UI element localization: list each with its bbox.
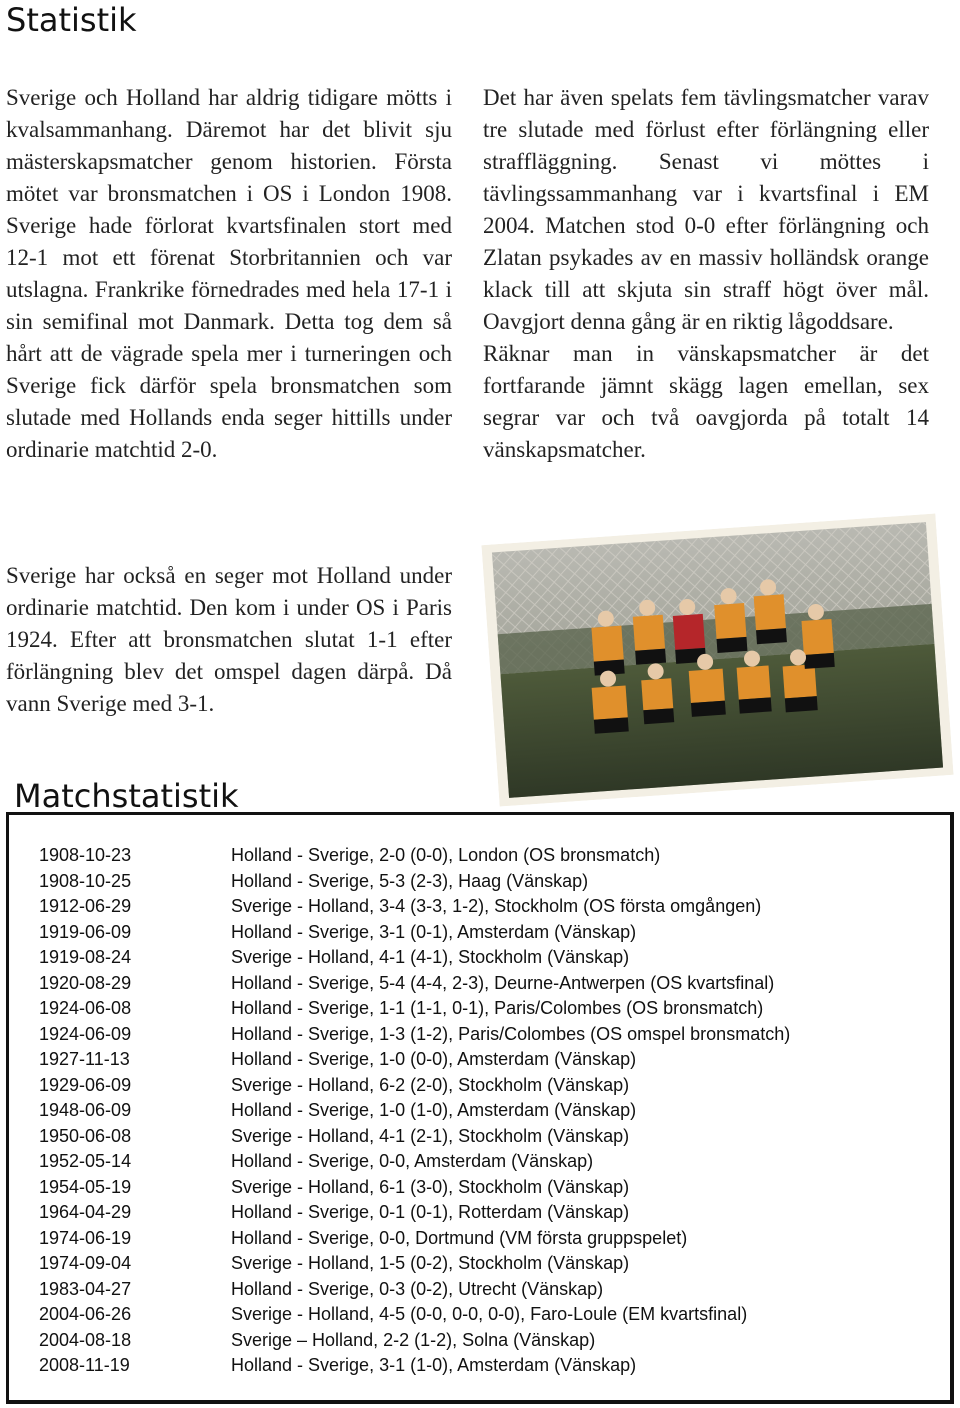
match-row [39,996,790,1022]
article-column-right [483,82,929,466]
match-date: 1927-11-13 [39,1049,130,1069]
match-result: Holland - Sverige, 0-0, Dortmund (VM första gruppspelet) [231,1227,688,1248]
match-date: 1948-06-09 [39,1100,132,1120]
match-result: Holland - Sverige, 0-1 (0-1), Rotterdam (Vänskap) [231,1202,630,1222]
match-row [39,1047,790,1073]
match-result: Holland - Sverige, 1-0 (0-0), Amsterdam (Vänskap) [231,1049,637,1069]
match-date: 1950-06-08 [39,1125,132,1146]
match-result: Sverige - Holland, 6-1 (3-0), Stockholm (Vänskap) [231,1176,630,1197]
match-date: 1924-06-08 [39,998,132,1018]
match-result: Holland - Sverige, 3-1 (0-1), Amsterdam (Vänskap) [231,921,637,942]
match-row [39,971,790,997]
match-result: Holland - Sverige, 3-1 (1-0), Amsterdam (Vänskap) [231,1355,637,1375]
match-result: Holland - Sverige, 2-0 (0-0), London (OS bronsmatch) [231,845,661,865]
match-row [39,1251,790,1277]
match-result: Holland - Sverige, 0-3 (0-2), Utrecht (Vänskap) [231,1278,604,1299]
match-row [39,1149,790,1175]
match-row [39,920,790,946]
article-paragraph: Sverige och Holland har aldrig tidigare mötts i kvalsammanhang. Däremot har det blivit sju mästerskapsmatcher genom historien. Första mötet var bronsmatchen i OS i London 1908. Sverige hade förlorat kvartsfinalen stort med 12-1 mot ett förenat Storbritannien och var utslagna. Frankrike förnedrades med hela 17-1 i sin semifinal mot Danmark. Detta tog dem så hårt att de vägrade spela mer i turneringen och Sverige fick därför spela bronsmatchen som slutade med Hollands enda seger hittills under ordinarie matchtid 2-0. [6,85,452,462]
match-date: 2008-11-19 [39,1355,130,1375]
match-result: Holland - Sverige, 5-3 (2-3), Haag (Vänskap) [231,870,589,891]
match-date: 1983-04-27 [39,1278,132,1299]
match-row [39,1353,790,1379]
match-row [39,869,790,895]
match-date: 1954-05-19 [39,1176,132,1197]
match-result: Holland - Sverige, 0-0, Amsterdam (Vänskap) [231,1151,594,1171]
article-paragraph: Det har även spelats fem tävlingsmatcher varav tre slutade med förlust efter förlängning eller straffläggning. Senast vi möttes i tävlingssammanhang var i kvartsfinal i EM 2004. Matchen stod 0-0 efter förlängning och Zlatan psykades av en massiv holländsk orange klack till att skjuta sin straff högt över mål. Oavgjort denna gång är en riktig lågoddsare. [483,85,929,334]
match-date: 2004-06-26 [39,1304,132,1324]
match-date: 1924-06-09 [39,1023,132,1044]
match-date: 1912-06-29 [39,896,132,916]
match-statistics-box [6,812,954,1404]
match-row [39,1073,790,1099]
match-date: 1908-10-25 [39,870,132,891]
match-result: Holland - Sverige, 1-1 (1-1, 0-1), Paris/Colombes (OS bronsmatch) [231,998,764,1018]
match-date: 1919-08-24 [39,947,132,967]
match-date: 1952-05-14 [39,1151,132,1171]
match-date: 1974-06-19 [39,1227,132,1248]
article-paragraph: Räknar man in vänskapsmatcher är det fortfarande jämnt skägg lagen emellan, sex segrar var och två oavgjorda på totalt 14 vänskapsmatcher. [483,341,929,462]
match-date: 1920-08-29 [39,972,132,993]
match-row [39,1328,790,1354]
page-title: Statistik [6,1,137,39]
match-row [39,1277,790,1303]
match-date: 1908-10-23 [39,845,132,865]
match-result: Holland - Sverige, 1-0 (1-0), Amsterdam (Vänskap) [231,1100,637,1120]
match-result: Sverige - Holland, 4-1 (4-1), Stockholm (Vänskap) [231,947,630,967]
match-date: 2004-08-18 [39,1329,132,1350]
match-row [39,1124,790,1150]
article-paragraph: Sverige har också en seger mot Holland under ordinarie matchtid. Den kom i under OS i Paris 1924. Efter att bronsmatchen slutat 1-1 efter förlängning blev det omspel dagen därpå. Då vann Sverige med 3-1. [6,563,452,716]
match-row [39,1302,790,1328]
match-result: Holland - Sverige, 1-3 (1-2), Paris/Colombes (OS omspel bronsmatch) [231,1023,791,1044]
team-photo-icon [481,513,953,806]
match-row [39,1200,790,1226]
article-column-left-bottom [6,560,452,720]
match-row [39,1098,790,1124]
match-date: 1964-04-29 [39,1202,132,1222]
match-result: Holland - Sverige, 5-4 (4-4, 2-3), Deurne-Antwerpen (OS kvartsfinal) [231,972,775,993]
match-result: Sverige - Holland, 4-5 (0-0, 0-0, 0-0), Faro-Loule (EM kvartsfinal) [231,1304,748,1324]
match-date: 1919-06-09 [39,921,132,942]
section-title: Matchstatistik [14,777,239,815]
article-column-left-top [6,82,452,466]
team-photo-frame [470,505,960,815]
match-result: Sverige – Holland, 2-2 (1-2), Solna (Vänskap) [231,1329,596,1350]
match-list [39,843,790,1379]
match-date: 1974-09-04 [39,1253,132,1273]
match-row [39,843,790,869]
match-row [39,1022,790,1048]
match-row [39,945,790,971]
match-result: Sverige - Holland, 4-1 (2-1), Stockholm (Vänskap) [231,1125,630,1146]
match-date: 1929-06-09 [39,1074,132,1095]
match-row [39,894,790,920]
match-row [39,1175,790,1201]
match-result: Sverige - Holland, 1-5 (0-2), Stockholm (Vänskap) [231,1253,630,1273]
match-row [39,1226,790,1252]
match-result: Sverige - Holland, 6-2 (2-0), Stockholm (Vänskap) [231,1074,630,1095]
match-result: Sverige - Holland, 3-4 (3-3, 1-2), Stockholm (OS första omgången) [231,896,762,916]
